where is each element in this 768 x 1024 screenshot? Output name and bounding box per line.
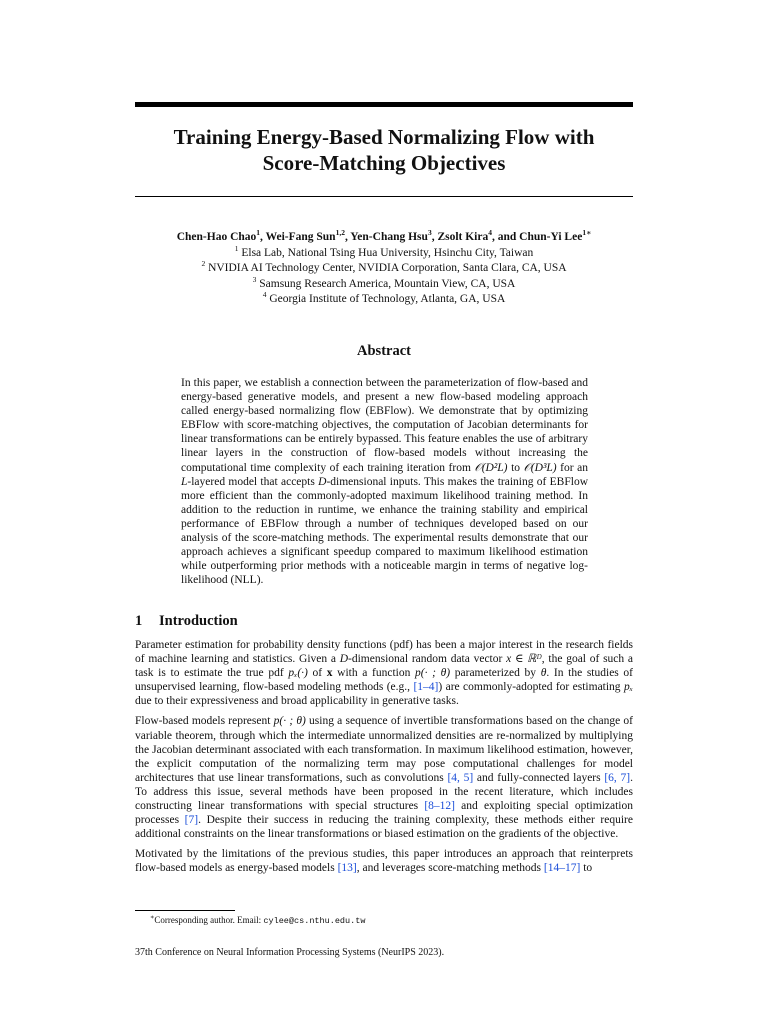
abstract-segment: -dimensional inputs. This makes the training of EBFlow more efficient than the commonly-adopted maximum likelihood training method. In addition to the reduction in runtime, we enhance the training stability and empirical performance of EBFlow through a number of techniques developed based on our analysis of the score-matching methods. The experimental results demonstrate that our approach achieves a significant speedup compared to maximum likelihood estimation while outperforming prior methods with a noticeable margin in terms of negative log-likelihood (NLL). (181, 475, 588, 587)
abstract-segment: -layered model that accepts (187, 475, 319, 488)
footnote-mark: ∗ (150, 914, 155, 921)
paper-title (135, 124, 633, 176)
abstract-math: 𝒪(D²L) (474, 461, 508, 474)
author-block (135, 230, 633, 308)
math-inline: D (339, 653, 349, 666)
footnote (150, 912, 365, 927)
affiliation-text: NVIDIA AI Technology Center, NVIDIA Corporation, Santa Clara, CA, USA (208, 262, 567, 274)
affiliation-sup: 2 (201, 259, 206, 269)
citation-link[interactable]: [8–12] (424, 800, 455, 813)
section-number: 1 (135, 613, 143, 629)
abstract-segment: to (507, 461, 524, 474)
abstract-math: D (318, 475, 327, 488)
affiliation-text: Georgia Institute of Technology, Atlanta, GA, USA (269, 293, 506, 305)
title-line-1: Training Energy-Based Normalizing Flow with (173, 125, 595, 149)
text-segment: , the goal of such a task is to estimate the true pdf (135, 653, 633, 680)
math-inline: p(· ; θ) (273, 715, 306, 728)
text-segment: -dimensional random data vector (348, 653, 507, 666)
intro-paragraph-2 (135, 714, 633, 841)
text-segment: of (307, 667, 327, 680)
author-sup: 1,2 (335, 228, 345, 238)
affiliation (135, 292, 633, 308)
author-sup: 1∗ (582, 228, 592, 238)
footnote-rule (135, 910, 235, 911)
affiliation (135, 261, 633, 277)
author-names (135, 230, 633, 246)
section-title: Introduction (159, 613, 238, 629)
title-bottom-rule (135, 196, 633, 197)
text-segment: . To address this issue, several methods have been proposed in the recent literature, which includes constructing linear transformations with special structures (135, 771, 633, 813)
math-inline: pₓ (623, 681, 633, 694)
conference-note: 37th Conference on Neural Information Processing Systems (NeurIPS 2023). (135, 947, 445, 958)
text-segment: parameterized by (450, 667, 541, 680)
text-segment: Flow-based models represent (135, 715, 274, 728)
author-sup: 3 (427, 228, 432, 238)
text-segment: Motivated by the limitations of the previous studies, this paper introduces an approach that reinterprets flow-based models as energy-based models (135, 848, 633, 875)
affiliation-sup: 1 (234, 243, 239, 253)
text-segment: using a sequence of invertible transformations based on the change of variable theorem, through which the intermediate unnormalized densities are re-normalized by multiplying the Jacobian determinant associated with each transformation. In maximum likelihood estimation, however, the explicit computation of the normalizing term may pose computational challenges for model architectures that use linear transformations, such as convolutions (135, 715, 634, 784)
intro-paragraph-3 (135, 847, 633, 875)
text-segment: with a function (332, 667, 416, 680)
math-inline: x (326, 667, 333, 680)
affiliation-sup: 4 (262, 290, 267, 300)
affiliation-sup: 3 (252, 274, 257, 284)
math-inline: θ (540, 667, 547, 680)
math-inline: x ∈ ℝᴰ (506, 653, 542, 666)
author-separator: , and (491, 231, 520, 243)
affiliation (135, 243, 633, 262)
text-segment: due to their expressiveness and broad applicability in generative tasks. (135, 695, 459, 708)
intro-paragraph-1 (135, 638, 633, 708)
author-name: Yen-Chang Hsu (350, 231, 428, 243)
text-segment: to (580, 862, 593, 875)
affiliation-text: Samsung Research America, Mountain View, CA, USA (259, 277, 516, 290)
text-segment: Parameter estimation for probability density functions (pdf) has been a major interest in the research fields of machine learning and statistics. Given a (135, 639, 633, 666)
author-separator: , (260, 231, 266, 243)
abstract-segment: for an (556, 461, 588, 474)
footnote-text: Corresponding author. Email: (154, 915, 264, 925)
citation-link[interactable]: [7] (184, 814, 199, 827)
text-segment: , and leverages score-matching methods (356, 862, 544, 875)
author-separator: , (344, 231, 351, 243)
text-segment: ) are commonly-adopted for estimating (438, 681, 624, 694)
author-separator: , (431, 231, 438, 243)
text-segment: and fully-connected layers (473, 771, 605, 784)
text-segment: . In the studies of unsupervised learning, flow-based modeling methods (e.g., (135, 667, 634, 694)
author-name: Wei-Fang Sun (265, 231, 336, 243)
title-line-2: Score-Matching Objectives (262, 151, 506, 175)
text-segment: and exploiting special optimization processes (135, 800, 633, 827)
author-sup: 4 (488, 228, 492, 238)
citation-link[interactable]: [6, 7] (604, 771, 631, 784)
footnote-email[interactable]: cylee@cs.nthu.edu.tw (263, 916, 366, 926)
section-heading (135, 611, 238, 631)
abstract-math: 𝒪(D³L) (523, 461, 557, 474)
abstract-heading: Abstract (357, 343, 411, 359)
text-segment: . Despite their success in reducing the training complexity, these methods either require additional constraints on the linear transformations or biased estimation on the gradients of the objective. (135, 814, 633, 841)
author-name: Zsolt Kira (437, 231, 489, 243)
affiliation-text: Elsa Lab, National Tsing Hua University, Hsinchu City, Taiwan (241, 246, 534, 259)
abstract-segment: In this paper, we establish a connection between the parameterization of flow-based and energy-based generative models, and present a new flow-based modeling approach called energy-based normalizing flow (EBFlow). We demonstrate that by optimizing EBFlow with score-matching objectives, the computation of Jacobian determinants for linear transformations can be entirely bypassed. This feature enables the use of arbitrary linear layers in the construction of flow-based models without increasing the computational time complexity of each training iteration from (181, 377, 588, 474)
citation-link[interactable]: [14–17] (543, 862, 581, 875)
citation-link[interactable]: [13] (337, 862, 357, 875)
author-name: Chen-Hao Chao (176, 231, 257, 243)
author-name: Chun-Yi Lee (519, 231, 583, 243)
citation-link[interactable]: [4, 5] (447, 771, 474, 784)
math-inline: pₓ(·) (288, 667, 308, 680)
title-top-rule (135, 102, 633, 107)
abstract-text (181, 376, 588, 587)
introduction-body (135, 638, 633, 882)
author-sup: 1 (256, 228, 261, 238)
affiliation (135, 274, 633, 293)
citation-link[interactable]: [1–4] (413, 681, 439, 694)
abstract-math: L (181, 475, 188, 488)
math-inline: p(· ; θ) (415, 667, 451, 680)
